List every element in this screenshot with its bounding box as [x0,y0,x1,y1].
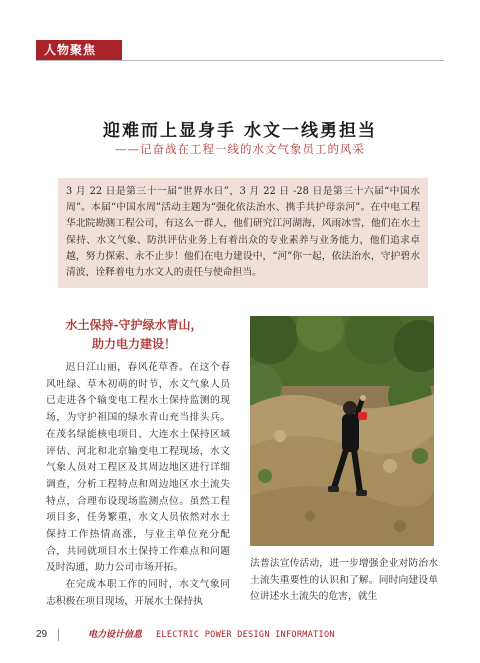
header-divider [36,60,444,61]
left-column [46,360,230,622]
section-heading [36,316,232,354]
photo-worker-on-slope [250,316,434,546]
page-footer [36,628,444,642]
photo-illustration [250,316,434,546]
section-heading-line1: 水土保持-守护绿水青山， [65,318,203,332]
paragraph-2: 在完成本职工作的同时，水文气象同志积极在项目现场，开展水土保持执 [46,579,230,607]
paragraph-1: 迟日江山丽，春风花草香。在这个春风吐绿、草木初萌的时节，水文气象人员已走进各个输变电工程水土保持监测的现场，为守护祖国的绿水青山充当排头兵。在茂名绿能核电项目、大连水土保持区域评估、河北和北京输变电工程现场，水文气象人员对工程区及其周边地区进行详细调查，分析工程特点和周边地区水土流失特点，合理布设现场监测点位。虽然工程项目多，任务繁重，水文人员依然对水土保持工作热情高涨，与业主单位充分配合，共同就项目水土保持工作难点和问题及时沟通，助力公司市场开拓。 [46,362,230,574]
intro-text: 3 月 22 日是第三十一届“世界水日”，3 月 22 日 -28 日是第三十六届“中国水周”。本届“中国水周”活动主题为“强化依法治水、携手共护母亲河”。在中电工程华北院勘测工程公司，有这么一群人，他们研究江河湖海，风雨冰雪，他们在水土保持、水文气象、防洪评估业务上有着出众的专业素养与业务能力，他们追求卓越，努力探索、永不止步！他们在电力建设中，“河”你一起，依法治水，守护碧水清波，诠释着电力水文人的责任与使命担当。 [66,186,420,279]
article-subtitle: ——记奋战在工程一线的水文气象员工的风采 [115,142,365,156]
right-column-text: 法普法宣传活动，进一步增强企业对防治水土流失重要性的认识和了解。同时向建设单位讲述水土流失的危害，就生 [250,558,438,603]
footer-separator [58,629,59,641]
section-tag: 人物聚焦 [36,40,122,60]
journal-name-cn: 电力设计信息 [88,630,143,640]
article-title: 迎难而上显身手 水文一线勇担当 [103,121,377,141]
section-heading-line2: 助力电力建设！ [91,337,176,351]
journal-name-en: ELECTRIC POWER DESIGN INFORMATION [156,630,335,640]
right-column [250,556,438,622]
intro-box [58,178,428,288]
page-number: 29 [36,629,48,640]
